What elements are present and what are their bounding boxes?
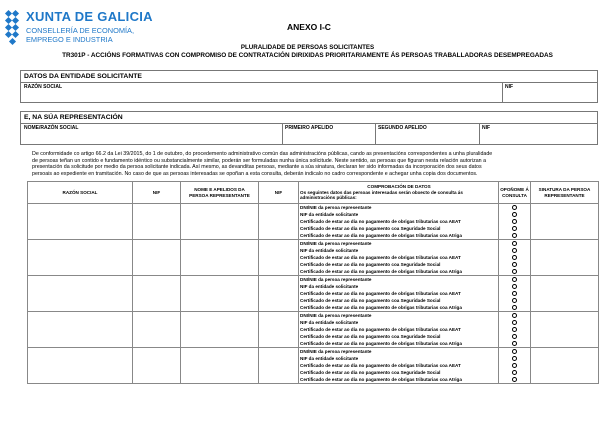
check-item-label: NIF da entidade solicitante bbox=[300, 356, 359, 361]
row-signature-field[interactable] bbox=[531, 204, 599, 240]
check-item-label: Certificado de estar ao día no pagamento de obrigas tributarias coa AEAT bbox=[300, 363, 461, 368]
table-row bbox=[28, 312, 599, 348]
oppose-checkbox[interactable] bbox=[512, 255, 517, 260]
oppose-checkbox[interactable] bbox=[512, 219, 517, 224]
check-item-label: DNI/NIE da persoa representante bbox=[300, 313, 372, 318]
xunta-logo bbox=[6, 9, 156, 49]
row-oppose-boxes bbox=[499, 312, 531, 348]
table-row bbox=[28, 276, 599, 312]
oppose-checkbox[interactable] bbox=[512, 363, 517, 368]
row-rep-nif-field[interactable] bbox=[259, 204, 299, 240]
header-rep-name: NOME E APELIDOS DA PERSOA REPRESENTANTE bbox=[181, 182, 259, 204]
check-item-label: NIF da entidade solicitante bbox=[300, 284, 359, 289]
check-item-label: DNI/NIE da persoa representante bbox=[300, 349, 372, 354]
check-item-label: Certificado de estar ao día no pagamento de obrigas tributarias coa AEAT bbox=[300, 291, 461, 296]
check-item-label: Certificado de estar ao día no pagamento de obrigas tributarias coa Atriga bbox=[300, 377, 462, 382]
procedure-title: TR301P - ACCIÓNS FORMATIVAS CON COMPROMISO DE CONTRATACIÓN DIRIXIDAS PRIORITARIAMENTE ÁS PERSOAS TRABALLADORAS DESEMPREGADAS bbox=[62, 52, 553, 59]
oppose-checkbox[interactable] bbox=[512, 248, 517, 253]
oppose-checkbox[interactable] bbox=[512, 334, 517, 339]
row-signature-field[interactable] bbox=[531, 348, 599, 384]
consent-paragraph: De conformidade co artigo 66.2 da Lei 39/2015, do 1 de outubro, do procedemento administrativo común das administracións públicas, cando as presentacións correspondentes a unha pluralidade de persoas teñan un contido e fundamento idéntico ou substancialmente similar, poderán ser formuladas nunha única solicitude. Neste sentido, as persoas que figuran nesta relación autorizan a presentación da solicitude por medio da persoa solicitante indicada. Así mesmo, as devanditas persoas, mediante a súa sinatura, declaran ter sido informadas da incorporación dos seus datos persoais ao expediente en tramitación. No caso de que as persoas interesadas se opoñan a esta consulta, deberán indicalo no cadro correspondente e achegar unha copia dos documentos. bbox=[32, 151, 493, 177]
plural-title: PLURALIDADE DE PERSOAS SOLICITANTES bbox=[240, 44, 375, 51]
rep-nif-label: NIF bbox=[482, 125, 491, 131]
oppose-checkbox[interactable] bbox=[512, 370, 517, 375]
check-item-label: NIF da entidade solicitante bbox=[300, 248, 359, 253]
check-item-label: DNI/NIE da persoa representante bbox=[300, 205, 372, 210]
header-nif: NIF bbox=[133, 182, 181, 204]
row-rep-nif-field[interactable] bbox=[259, 240, 299, 276]
row-razon-field[interactable] bbox=[28, 240, 133, 276]
oppose-checkbox[interactable] bbox=[512, 313, 517, 318]
row-rep-name-field[interactable] bbox=[181, 240, 259, 276]
row-check-list bbox=[299, 312, 499, 348]
first-surname-field[interactable] bbox=[283, 131, 375, 145]
check-item-label: Certificado de estar ao día no pagamento coa Seguridade Social bbox=[300, 262, 441, 267]
row-nif-field[interactable] bbox=[133, 348, 181, 384]
row-rep-nif-field[interactable] bbox=[259, 276, 299, 312]
razon-social-label: RAZÓN SOCIAL bbox=[24, 84, 63, 90]
oppose-checkbox[interactable] bbox=[512, 269, 517, 274]
oppose-checkbox[interactable] bbox=[512, 320, 517, 325]
oppose-checkbox[interactable] bbox=[512, 277, 517, 282]
row-check-list bbox=[299, 348, 499, 384]
oppose-checkbox[interactable] bbox=[512, 305, 517, 310]
check-item-label: Certificado de estar ao día no pagamento coa Seguridade Social bbox=[300, 334, 441, 339]
representation-heading: E, NA SÚA REPRESENTACIÓN bbox=[24, 114, 123, 121]
check-item-label: Certificado de estar ao día no pagamento de obrigas tributarias coa AEAT bbox=[300, 255, 461, 260]
table-header-row bbox=[28, 182, 599, 204]
row-rep-nif-field[interactable] bbox=[259, 312, 299, 348]
row-nif-field[interactable] bbox=[133, 204, 181, 240]
oppose-checkbox[interactable] bbox=[512, 262, 517, 267]
xunta-emblem-icon bbox=[6, 9, 21, 44]
entity-heading: DATOS DA ENTIDADE SOLICITANTE bbox=[24, 73, 142, 80]
check-item-label: NIF da entidade solicitante bbox=[300, 320, 359, 325]
check-item-label: Certificado de estar ao día no pagamento de obrigas tributarias coa AEAT bbox=[300, 327, 461, 332]
oppose-checkbox[interactable] bbox=[512, 377, 517, 382]
row-razon-field[interactable] bbox=[28, 312, 133, 348]
oppose-checkbox[interactable] bbox=[512, 291, 517, 296]
row-rep-name-field[interactable] bbox=[181, 276, 259, 312]
annex-label: ANEXO I-C bbox=[287, 22, 331, 32]
row-oppose-boxes bbox=[499, 240, 531, 276]
row-signature-field[interactable] bbox=[531, 240, 599, 276]
row-oppose-boxes bbox=[499, 348, 531, 384]
check-item-label: Certificado de estar ao día no pagamento de obrigas tributarias coa Atriga bbox=[300, 269, 462, 274]
representation-section bbox=[20, 111, 598, 145]
row-nif-field[interactable] bbox=[133, 240, 181, 276]
oppose-checkbox[interactable] bbox=[512, 341, 517, 346]
oppose-checkbox[interactable] bbox=[512, 284, 517, 289]
applicants-table bbox=[27, 181, 599, 384]
oppose-checkbox[interactable] bbox=[512, 298, 517, 303]
rep-name-field[interactable] bbox=[21, 131, 282, 145]
check-item-label: DNI/NIE da persoa representante bbox=[300, 241, 372, 246]
check-item-label: Certificado de estar ao día no pagamento de obrigas tributarias coa Atriga bbox=[300, 233, 462, 238]
row-signature-field[interactable] bbox=[531, 312, 599, 348]
oppose-checkbox[interactable] bbox=[512, 356, 517, 361]
first-surname-label: PRIMEIRO APELIDO bbox=[285, 125, 334, 131]
table-row bbox=[28, 348, 599, 384]
row-check-list bbox=[299, 204, 499, 240]
row-razon-field[interactable] bbox=[28, 348, 133, 384]
row-check-list bbox=[299, 276, 499, 312]
entity-nif-field[interactable] bbox=[503, 90, 598, 103]
check-item-label: Certificado de estar ao día no pagamento de obrigas tributarias coa AEAT bbox=[300, 219, 461, 224]
oppose-checkbox[interactable] bbox=[512, 233, 517, 238]
oppose-checkbox[interactable] bbox=[512, 241, 517, 246]
oppose-checkbox[interactable] bbox=[512, 205, 517, 210]
check-item-label: Certificado de estar ao día no pagamento coa Seguridade Social bbox=[300, 298, 441, 303]
check-item-label: Certificado de estar ao día no pagamento coa Seguridade Social bbox=[300, 226, 441, 231]
row-rep-name-field[interactable] bbox=[181, 312, 259, 348]
header-data-check: COMPROBACIÓN DE DATOS Os seguintes datos das persoas interesadas serán obxecto de consulta ás administracións públicas: bbox=[299, 182, 499, 204]
row-oppose-boxes bbox=[499, 276, 531, 312]
check-item-label: NIF da entidade solicitante bbox=[300, 212, 359, 217]
check-item-label: Certificado de estar ao día no pagamento de obrigas tributarias coa Atriga bbox=[300, 305, 462, 310]
entity-section bbox=[20, 70, 598, 103]
oppose-checkbox[interactable] bbox=[512, 212, 517, 217]
check-item-label: Certificado de estar ao día no pagamento de obrigas tributarias coa Atriga bbox=[300, 341, 462, 346]
row-check-list bbox=[299, 240, 499, 276]
razon-social-field[interactable] bbox=[21, 90, 502, 103]
logo-title: XUNTA DE GALICIA bbox=[26, 9, 153, 24]
row-razon-field[interactable] bbox=[28, 204, 133, 240]
header-oppose: OPOÑOME Á CONSULTA bbox=[499, 182, 531, 204]
check-item-label: DNI/NIE da persoa representante bbox=[300, 277, 372, 282]
row-nif-field[interactable] bbox=[133, 312, 181, 348]
oppose-checkbox[interactable] bbox=[512, 349, 517, 354]
oppose-checkbox[interactable] bbox=[512, 226, 517, 231]
oppose-checkbox[interactable] bbox=[512, 327, 517, 332]
header-razon-social: RAZÓN SOCIAL bbox=[28, 182, 133, 204]
row-oppose-boxes bbox=[499, 204, 531, 240]
row-rep-nif-field[interactable] bbox=[259, 348, 299, 384]
logo-subtitle: CONSELLERÍA DE ECONOMÍA, EMPREGO E INDUSTRIA bbox=[26, 26, 135, 44]
header-rep-nif: NIF bbox=[259, 182, 299, 204]
check-item-label: Certificado de estar ao día no pagamento coa Seguridade Social bbox=[300, 370, 441, 375]
row-rep-name-field[interactable] bbox=[181, 204, 259, 240]
entity-nif-label: NIF bbox=[505, 84, 514, 90]
rep-name-label: NOME/RAZÓN SOCIAL bbox=[24, 125, 79, 131]
rep-nif-field[interactable] bbox=[480, 131, 598, 145]
second-surname-label: SEGUNDO APELIDO bbox=[378, 125, 427, 131]
table-row bbox=[28, 240, 599, 276]
row-signature-field[interactable] bbox=[531, 276, 599, 312]
second-surname-field[interactable] bbox=[376, 131, 479, 145]
row-razon-field[interactable] bbox=[28, 276, 133, 312]
row-nif-field[interactable] bbox=[133, 276, 181, 312]
header-signature: SINATURA DA PERSOA REPRESENTANTE bbox=[531, 182, 599, 204]
table-row bbox=[28, 204, 599, 240]
row-rep-name-field[interactable] bbox=[181, 348, 259, 384]
